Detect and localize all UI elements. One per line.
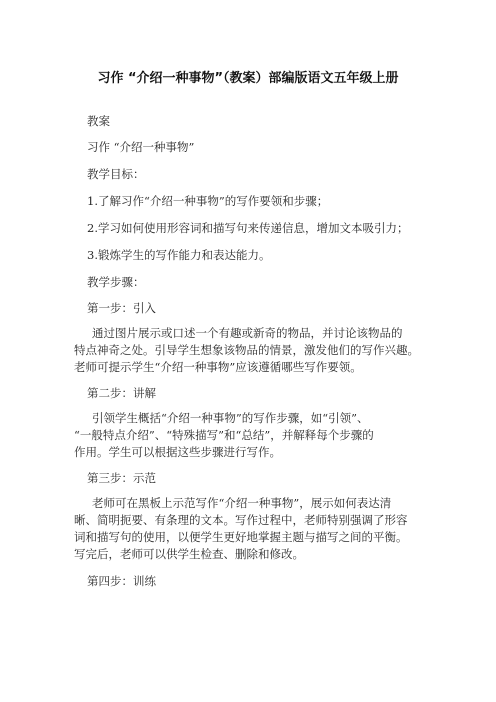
step1-paragraph-line: 特点神奇之处。引导学生想象该物品的情景，激发他们的写作兴趣。 (74, 343, 419, 357)
step1-heading: 第一步：引入 (87, 301, 156, 315)
step3-paragraph-line: 词和描写句的使用，以便学生更好地掌握主题与描写之间的平衡。 (74, 530, 408, 544)
step2-paragraph-line: 引领学生概括“介绍一种事物”的写作步骤，如“引领”、 (92, 411, 369, 425)
goal-item: 1.了解习作“介绍一种事物”的写作要领和步骤； (87, 194, 329, 208)
step1-paragraph-line: 老师可提示学生“介绍一种事物”应该遵循哪些写作要领。 (74, 360, 362, 374)
step2-paragraph-line: “一般特点介绍”、“特殊描写”和“总结”，并解释每个步骤的 (74, 428, 374, 442)
subtitle: 习作 “介绍一种事物” (87, 140, 195, 154)
goals-heading: 教学目标： (87, 167, 145, 181)
step1-paragraph-line: 通过图片展示或口述一个有趣或新奇的物品，并讨论该物品的 (92, 326, 403, 340)
step2-paragraph-line: 作用。学生可以根据这些步骤进行写作。 (74, 445, 281, 459)
page-title: 习作 “介绍一种事物”（教案）部编版语文五年级上册 (97, 71, 399, 86)
step3-paragraph-line: 晰、简明扼要、有条理的文本。写作过程中，老师特别强调了形容 (74, 513, 408, 527)
step3-paragraph-line: 老师可在黑板上示范写作“介绍一种事物”，展示如何表达清 (92, 496, 392, 510)
steps-heading: 教学步骤： (87, 275, 145, 289)
step3-heading: 第三步：示范 (87, 471, 156, 485)
goal-item: 2.学习如何使用形容词和描写句来传递信息，增加文本吸引力； (87, 221, 409, 235)
goal-item: 3.锻炼学生的写作能力和表达能力。 (87, 248, 271, 262)
step2-heading: 第二步：讲解 (87, 386, 156, 400)
label-jiaoan: 教案 (87, 114, 110, 128)
step3-paragraph-line: 写完后，老师可以供学生检查、删除和修改。 (74, 547, 304, 561)
step4-heading: 第四步：训练 (87, 574, 156, 588)
